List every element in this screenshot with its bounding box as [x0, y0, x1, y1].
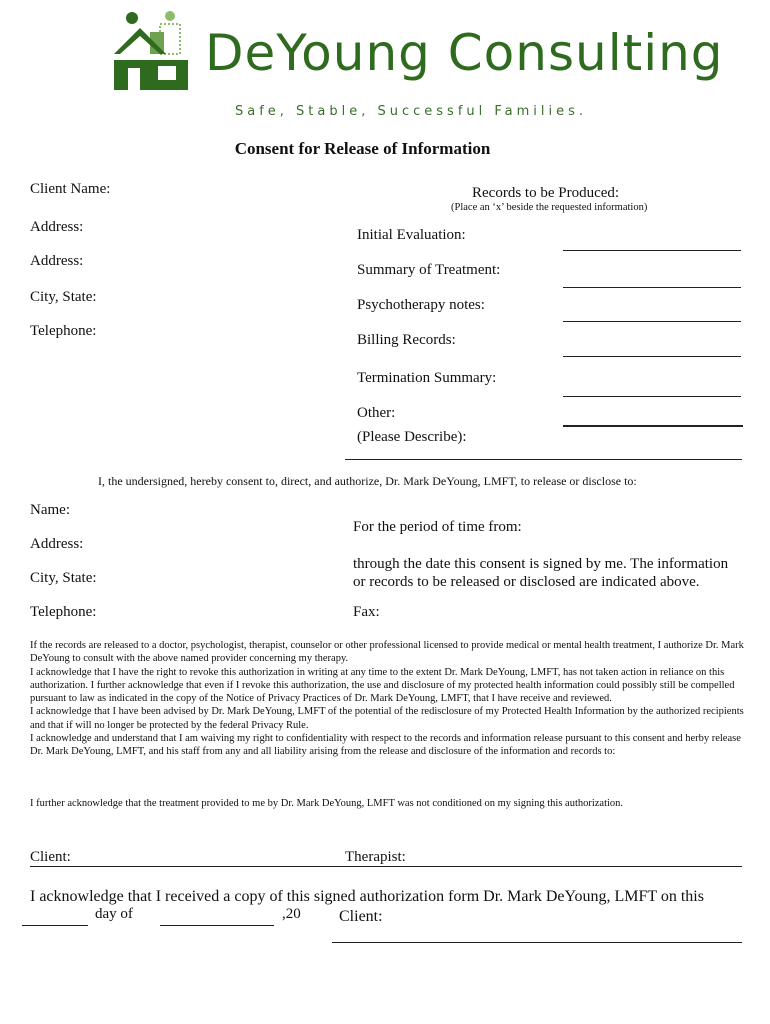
month-field[interactable] — [160, 925, 274, 926]
records-instruction: (Place an ‘x’ beside the requested information) — [451, 202, 648, 213]
legal-paragraph: I acknowledge and understand that I am waiving my right to confidentiality with respect to the records and information release pursuant to this consent and herby release Dr. Mark DeYoung, LMFT, and his staff from any and all liability arising from the release and disclosure of the information and records to: — [30, 733, 741, 758]
record-item-other: Other: — [357, 405, 396, 421]
describe-line[interactable] — [345, 459, 742, 460]
legal-text — [30, 639, 745, 759]
recipient-telephone-label: Telephone: — [30, 604, 97, 620]
company-logo-mark — [110, 10, 192, 92]
receipt-client-label: Client: — [339, 908, 383, 925]
signature-line[interactable] — [30, 866, 742, 867]
record-item-initial-evaluation: Initial Evaluation: — [357, 227, 466, 243]
day-field[interactable] — [22, 925, 88, 926]
client-city-state-label: City, State: — [30, 289, 97, 305]
legal-paragraph: I acknowledge that I have been advised by Dr. Mark DeYoung, LMFT of the potential of the redisclosure of my Protected Health Information by the authorized recipients and that if will no longer be protected by the federal Privacy Rule. — [30, 706, 744, 731]
year-prefix-label: ,20 — [282, 906, 301, 922]
record-item-please-describe: (Please Describe): — [357, 429, 467, 445]
client-name-label: Client Name: — [30, 181, 111, 197]
recipient-address-label: Address: — [30, 536, 84, 552]
period-from-label: For the period of time from: — [353, 519, 522, 535]
recipient-name-label: Name: — [30, 502, 70, 518]
record-checkbox-line[interactable] — [563, 356, 741, 357]
record-item-summary-of-treatment: Summary of Treatment: — [357, 262, 501, 278]
client-signature-label: Client: — [30, 849, 71, 865]
record-checkbox-line[interactable] — [563, 425, 743, 427]
consent-statement: I, the undersigned, hereby consent to, direct, and authorize, Dr. Mark DeYoung, LMFT, to release or disclose to: — [98, 474, 637, 488]
record-checkbox-line[interactable] — [563, 287, 741, 288]
records-heading: Records to be Produced: — [472, 185, 620, 201]
receipt-client-signature-line[interactable] — [332, 942, 742, 943]
receipt-statement: I acknowledge that I received a copy of this signed authorization form Dr. Mark DeYoung, LMFT on this — [30, 888, 704, 905]
legal-paragraph: I acknowledge that I have the right to revoke this authorization in writing at any time to the extent Dr. Mark DeYoung, LMFT, has not taken action in reliance on this authorization. I further acknowledge that even if I revoke this authorization, the use and disclosure of my protected health information could possibly still be compelled pursuant to law as indicated in the copy of the Notice of Privacy Practices of Dr. Mark DeYoung, LMFT, that I have receive and reviewed. — [30, 666, 735, 705]
page-title: Consent for Release of Information — [234, 139, 491, 158]
client-address-label: Address: — [30, 219, 84, 235]
record-item-billing-records: Billing Records: — [357, 332, 456, 348]
company-name: DeYoung Consulting — [205, 24, 724, 82]
client-address2-label: Address: — [30, 253, 84, 269]
legal-paragraph: If the records are released to a doctor, psychologist, therapist, counselor or other professional licensed to provide medical or mental health treatment, I authorize Dr. Mark DeYoung to consult with the above named provider concerning my therapy. — [30, 640, 744, 665]
record-checkbox-line[interactable] — [563, 321, 741, 322]
day-of-label: day of — [95, 906, 133, 922]
company-tagline: Safe, Stable, Successful Families. — [235, 104, 588, 119]
recipient-city-state-label: City, State: — [30, 570, 97, 586]
record-checkbox-line[interactable] — [563, 250, 741, 251]
record-item-psychotherapy-notes: Psychotherapy notes: — [357, 297, 485, 313]
through-date-text: through the date this consent is signed by me. The information or records to be released or disclosed are indicated above. — [353, 556, 729, 590]
client-telephone-label: Telephone: — [30, 323, 97, 339]
record-item-termination-summary: Termination Summary: — [357, 370, 497, 386]
recipient-fax-label: Fax: — [353, 604, 380, 620]
therapist-signature-label: Therapist: — [345, 849, 406, 865]
conditioning-statement: I further acknowledge that the treatment provided to me by Dr. Mark DeYoung, LMFT was not conditioned on my signing this authorization. — [30, 798, 624, 809]
record-checkbox-line[interactable] — [563, 396, 741, 397]
